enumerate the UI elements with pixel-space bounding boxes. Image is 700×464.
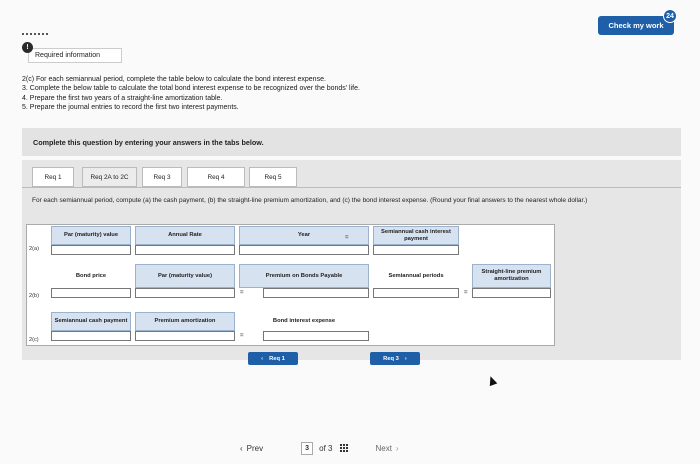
tab-req-2a-to-2c[interactable]: Req 2A to 2C: [82, 167, 137, 187]
header-semiannual-periods: Semiannual periods: [373, 264, 459, 288]
next-page-link[interactable]: Next: [375, 443, 392, 453]
header-semiannual-cash-interest-payment: Semiannual cash interest payment: [373, 226, 459, 245]
header-premium-on-bonds-payable: Premium on Bonds Payable: [239, 264, 369, 288]
premium-input[interactable]: [263, 288, 369, 298]
instruction-line: 3. Complete the below table to calculate the total bond interest expense to be recognized over the bonds' life.: [22, 85, 360, 93]
prev-req-label: Req 1: [269, 355, 285, 362]
banner-text: Complete this question by entering your answers in the tabs below.: [33, 137, 264, 147]
mouse-cursor-icon: [487, 375, 498, 386]
current-page-input[interactable]: 3: [301, 442, 313, 455]
required-information-label: Required information: [35, 52, 100, 59]
header-year: Year: [239, 226, 369, 245]
par-value-b-input[interactable]: [135, 288, 235, 298]
chevron-left-icon[interactable]: ‹: [240, 443, 243, 453]
year-input[interactable]: [239, 245, 369, 255]
semiannual-periods-input[interactable]: [373, 288, 459, 298]
grid-icon[interactable]: [340, 444, 349, 453]
prev-page-link[interactable]: Prev: [246, 443, 264, 453]
operator: =: [464, 290, 468, 296]
annual-rate-input[interactable]: [135, 245, 235, 255]
panel-instruction: For each semiannual period, compute (a) the cash payment, (b) the straight-line premium amortization, and (c) the bond interest expense. (Round your final answers to the nearest whole dollar.): [32, 197, 588, 204]
tab-req-5[interactable]: Req 5: [249, 167, 297, 187]
chevron-left-icon: ‹: [261, 355, 264, 362]
prev-req-button[interactable]: [248, 352, 298, 365]
amortization-extension: [462, 264, 553, 304]
header-bond-price: Bond price: [51, 264, 131, 288]
tab-req-1[interactable]: Req 1: [32, 167, 74, 187]
chevron-right-icon[interactable]: ›: [395, 443, 399, 453]
header-par-maturity-value: Par (maturity) value: [51, 226, 131, 245]
bond-price-input[interactable]: [51, 288, 131, 298]
pagination: [240, 440, 460, 456]
bond-interest-expense-input[interactable]: [263, 331, 369, 341]
next-req-label: Req 3: [383, 355, 399, 362]
alert-icon: !: [22, 42, 33, 53]
check-my-work-button[interactable]: Check my work: [598, 16, 674, 35]
header-annual-rate: Annual Rate: [135, 226, 235, 245]
instruction-line: 2(c) For each semiannual period, complete the table below to calculate the bond interest expense.: [22, 76, 326, 83]
par-value-input[interactable]: [51, 245, 131, 255]
operator: =: [240, 290, 244, 296]
instruction-line: 5. Prepare the journal entries to record the first two interest payments.: [22, 104, 239, 112]
header-premium-amortization: Premium amortization: [135, 312, 235, 331]
header-bond-interest-expense: Bond interest expense: [239, 312, 369, 331]
premium-amortization-input[interactable]: [135, 331, 235, 341]
operator: =: [240, 333, 244, 339]
tab-req-3[interactable]: Req 3: [142, 167, 182, 187]
next-req-button[interactable]: [370, 352, 420, 365]
semiannual-cash-payment-input[interactable]: [373, 245, 459, 255]
question-panel: [22, 160, 681, 360]
semiannual-cash-payment-c-input[interactable]: [51, 331, 131, 341]
header-semiannual-cash-payment: Semiannual cash payment: [51, 312, 131, 331]
row-label-2c: 2(c): [29, 337, 39, 343]
instruction-line: 4. Prepare the first two years of a straight-line amortization table.: [22, 94, 223, 102]
straight-line-amortization-input[interactable]: [472, 288, 551, 298]
operator: =: [345, 235, 349, 241]
header-divider: [22, 33, 48, 35]
tabs-banner: [22, 128, 681, 156]
page-count: of 3: [319, 443, 333, 453]
required-information-box: [28, 48, 122, 63]
header-par-maturity-value-b: Par (maturity value): [135, 264, 235, 288]
chevron-right-icon: ›: [404, 355, 407, 362]
row-label-2a: 2(a): [29, 246, 39, 252]
tab-req-4[interactable]: Req 4: [187, 167, 245, 187]
header-straight-line-premium-amortization: Straight-line premium amortization: [472, 264, 551, 288]
instructions: [22, 75, 360, 113]
tab-divider: [22, 187, 681, 188]
score-badge: 24: [663, 9, 677, 23]
row-label-2b: 2(b): [29, 293, 39, 299]
